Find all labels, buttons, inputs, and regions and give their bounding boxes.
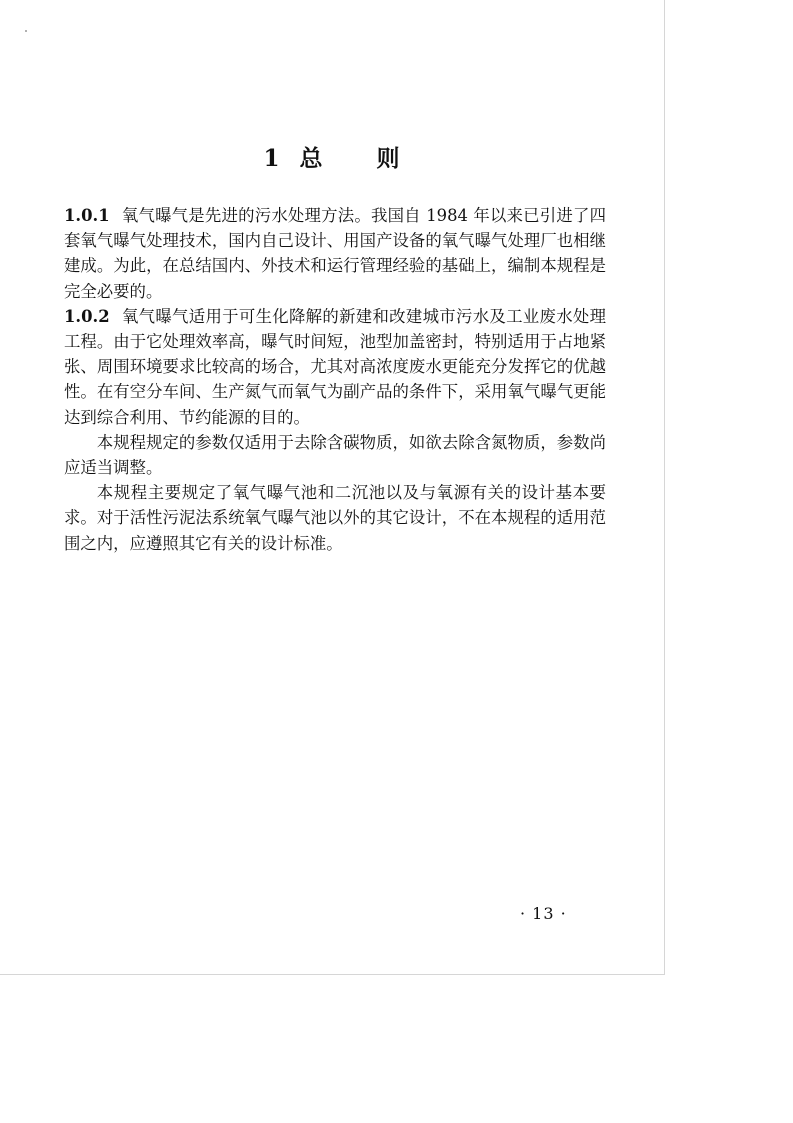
paragraph-scope-note: 本规程规定的参数仅适用于去除含碳物质，如欲去除含氮物质，参数尚应适当调整。 bbox=[64, 432, 606, 478]
chapter-title-word-2: 则 bbox=[376, 145, 402, 172]
section-number: 1.0.2 bbox=[64, 306, 110, 326]
section-text: 氧气曝气是先进的污水处理方法。我国自 1984 年以来已引进了四套氧气曝气处理技术，国内自己设计、用国产设备的氧气曝气处理厂也相继建成。为此，在总结国内、外技术和运行管理经验的基础上，编制本规程是完全必要的。 bbox=[64, 206, 606, 301]
section-1-0-1 bbox=[64, 203, 606, 304]
section-number: 1.0.1 bbox=[64, 206, 110, 225]
chapter-body bbox=[64, 203, 606, 556]
page-number: · 13 · bbox=[520, 904, 567, 923]
scan-speck bbox=[25, 30, 27, 32]
paragraph-scope-limits: 本规程主要规定了氧气曝气池和二沉池以及与氧源有关的设计基本要求。对于活性污泥法系统氧气曝气池以外的其它设计，不在本规程的适用范围之内，应遵照其它有关的设计标准。 bbox=[64, 483, 606, 553]
chapter-title bbox=[0, 140, 665, 173]
chapter-title-word-1: 总 bbox=[299, 145, 325, 172]
section-text: 氧气曝气适用于可生化降解的新建和改建城市污水及工业废水处理工程。由于它处理效率高，曝气时间短，池型加盖密封，特别适用于占地紧张、周围环境要求比较高的场合，尤其对高浓度废水更能充分发挥它的优越性。在有空分车间、生产氮气而氧气为副产品的条件下，采用氧气曝气更能达到综合利用、节约能源的目的。 bbox=[64, 306, 606, 427]
chapter-number: 1 bbox=[263, 145, 282, 172]
section-1-0-2 bbox=[64, 304, 606, 430]
